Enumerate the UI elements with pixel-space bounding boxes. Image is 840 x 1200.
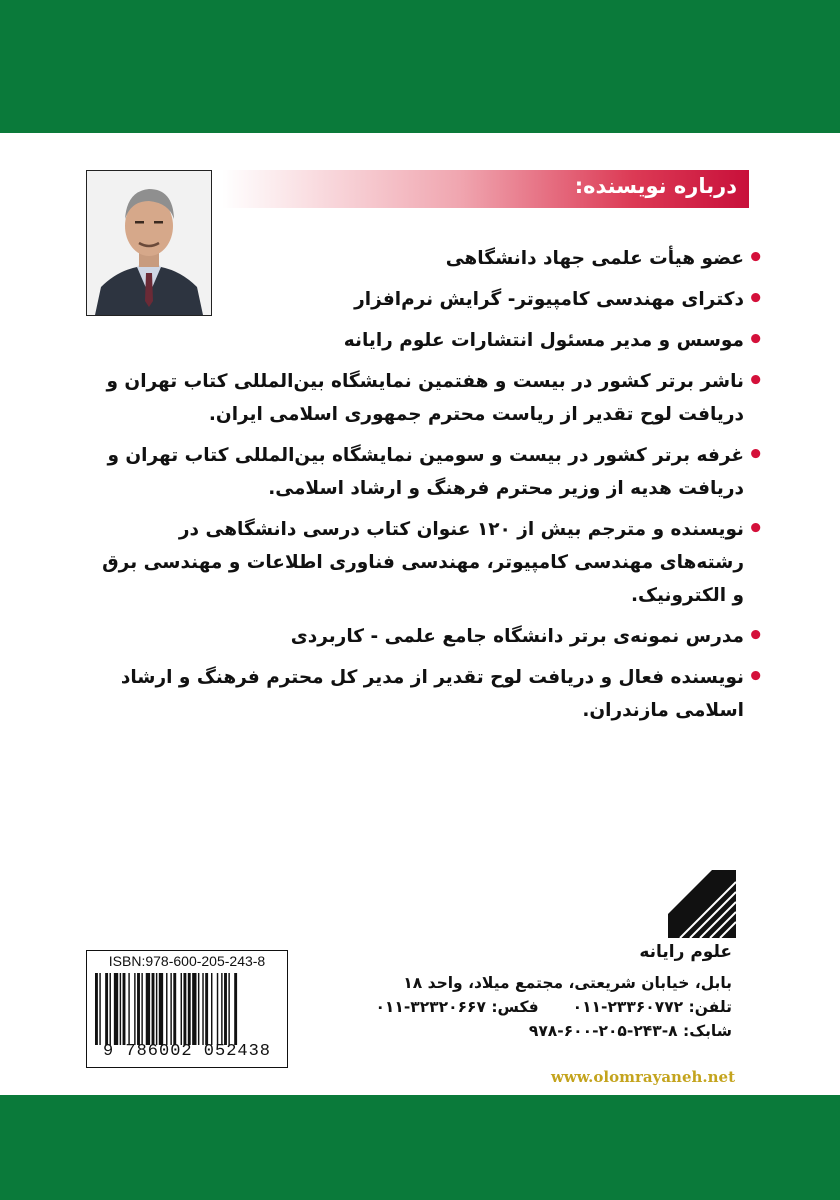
isbn-digits: 9 786002 052438	[102, 1042, 272, 1061]
isbn-label: ISBN:978-600-205-243-8	[108, 953, 266, 969]
barcode-icon	[95, 973, 281, 1045]
about-author-title: درباره نویسنده:	[574, 174, 737, 198]
bottom-green-band	[0, 1095, 840, 1200]
about-author-header	[222, 170, 749, 208]
publisher-fax: فکس: ۳۲۳۲۰۶۶۷-۰۱۱	[375, 998, 539, 1016]
isbn-barcode-box	[86, 950, 288, 1068]
publisher-website-link[interactable]: www.olomrayaneh.net	[550, 1068, 735, 1086]
author-bullet-list	[100, 242, 764, 735]
list-item: • عضو هیأت علمی جهاد دانشگاهی	[100, 242, 764, 275]
list-item: • ناشر برتر کشور در بیست و هفتمین نمایشگاه بین‌المللی کتاب تهران و دریافت لوح تقدیر از ریاست محترم جمهوری اسلامی ایران.	[100, 365, 764, 431]
publisher-shabak: شابک: ۸-۲۴۳-۲۰۵-۶۰۰-۹۷۸	[528, 1022, 732, 1040]
list-item: • دکترای مهندسی کامپیوتر- گرایش نرم‌افزار	[100, 283, 764, 316]
list-item: • نویسنده فعال و دریافت لوح تقدیر از مدیر کل محترم فرهنگ و ارشاد اسلامی مازندران.	[100, 661, 764, 727]
publisher-info	[302, 940, 732, 1043]
publisher-phone: تلفن: ۲۳۳۶۰۷۷۲-۰۱۱	[572, 998, 732, 1016]
publisher-name: علوم رایانه	[639, 942, 732, 962]
list-item: • مدرس نمونه‌ی برتر دانشگاه جامع علمی - کاربردی	[100, 620, 764, 653]
list-item: • موسس و مدیر مسئول انتشارات علوم رایانه	[100, 324, 764, 357]
list-item: • نویسنده و مترجم بیش از ۱۲۰ عنوان کتاب درسی دانشگاهی در رشته‌های مهندسی کامپیوتر، مهندسی فناوری اطلاعات و مهندسی برق و الکترونیک.	[100, 513, 764, 612]
publisher-address: بابل، خیابان شریعتی، مجتمع میلاد، واحد ۱۸	[403, 974, 732, 992]
list-item: • غرفه برتر کشور در بیست و سومین نمایشگاه بین‌المللی کتاب تهران و دریافت هدیه از وزیر محترم فرهنگ و ارشاد اسلامی.	[100, 439, 764, 505]
top-green-band	[0, 0, 840, 133]
publisher-contact	[302, 995, 732, 1019]
publisher-logo-icon	[668, 870, 736, 938]
